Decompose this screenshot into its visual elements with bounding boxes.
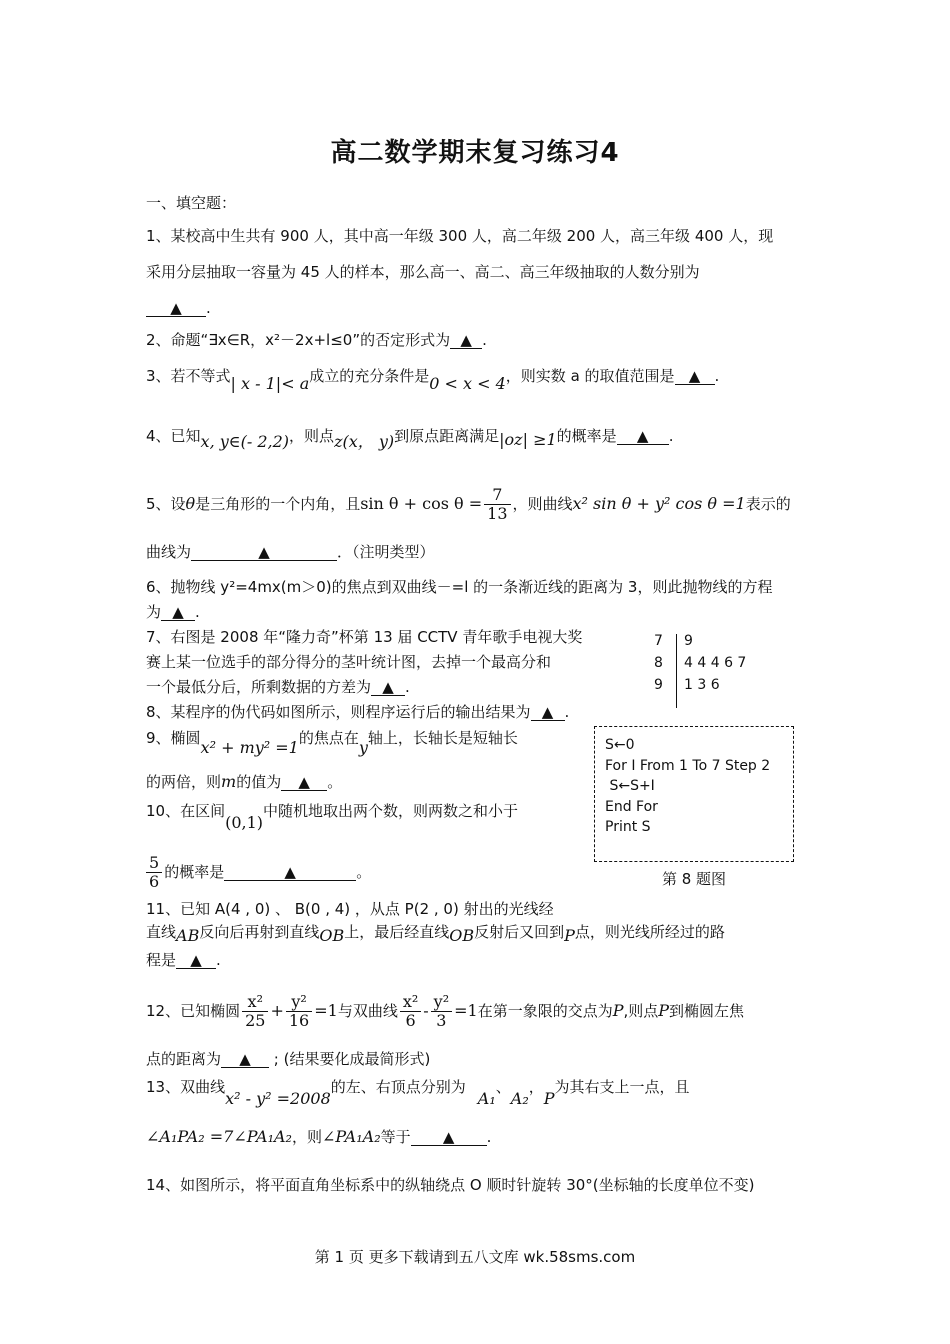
code-line: Print S [605,819,651,835]
question-8: 8、某程序的伪代码如图所示，则程序运行后的输出结果为 ▲ . [146,703,570,721]
question-12-line-1: 12、已知椭圆 $\frac{\text{x²}}{25}$ + $\frac{\text{y²}}{16}$ =1与双曲线 $\frac{\text{x²}}{6}$ - $\frac{\text{y²}}{3}$ =1在第一象限的交点为P,则点P到椭圆左焦 [146,992,745,1030]
answer-blank: ▲ [161,604,195,621]
answer-blank: ▲ [221,1051,269,1068]
question-5-line-1: 5、设θ是三角形的一个内角，且sin θ + cos θ = $\frac{7}{13}$ ，则曲线x² sin θ + y² cos θ =1表示的 [146,485,791,523]
stem-leaf-plot [654,630,746,696]
fraction-7-13: $\frac{7}{13}$ [484,486,510,523]
answer-blank: ▲ [675,368,715,385]
question-1-line-3: ▲ . [146,298,211,318]
question-3: 3、若不等式| x - 1|< a成立的充分条件是0 < x < 4，则实数 a 的取值范围是 ▲ . [146,367,720,393]
answer-blank: ▲ [450,332,482,349]
question-11-line-3: 程是 ▲ . [146,951,221,969]
question-11-line-2: 直线AB反向后再射到直线OB上，最后经直线OB反射后又回到P点，则光线所经过的路 [146,923,725,945]
code-line: End For [605,798,658,815]
page-footer: 第 1 页 更多下载请到五八文库 wk.58sms.com [314,1248,636,1266]
question-6-line-1: 6、抛物线 y²=4mx(m＞0)的焦点到双曲线－=l 的一条渐近线的距离为 3，则此抛物线的方程 [146,578,773,596]
question-13-line-2: ∠A₁PA₂ =7∠PA₁A₂，则∠PA₁A₂等于 ▲ . [146,1127,492,1146]
question-10-line-1: 10、在区间(0,1)中随机地取出两个数，则两数之和小于 [146,802,519,832]
answer-blank: ▲ [371,679,405,696]
question-7-line-2: 赛上某一位选手的部分得分的茎叶统计图，去掉一个最高分和 [146,653,552,671]
answer-blank: ▲ [411,1129,487,1146]
answer-blank: ▲ [617,428,669,445]
pseudo-code-box [594,726,794,862]
question-12-line-2: 点的距离为 ▲ ; (结果要化成最简形式) [146,1050,431,1068]
section-heading: 一、填空题： [146,194,237,212]
answer-blank: ▲ [191,544,337,561]
stem-divider [676,634,677,708]
question-9-line-1: 9、椭圆x² + my² =1的焦点在y轴上，长轴长是短轴长 [146,729,518,757]
question-7-line-1: 7、右图是 2008 年“隆力奇”杯第 13 届 CCTV 青年歌手电视大奖 [146,628,583,646]
answer-blank: ▲ [531,704,565,721]
question-13-line-1: 13、双曲线x² - y² =2008的左、右顶点分别为A₁、A₂，P为其右支上一点，且 [146,1078,690,1108]
answer-blank: ▲ [176,952,216,969]
page-title: 高二数学期末复习练习4 [330,138,620,168]
question-2: 2、命题“∃x∈R，x²－2x+l≤0”的否定形式为 ▲ . [146,331,487,349]
figure-caption: 第 8 题图 [661,870,727,888]
answer-blank: ▲ [224,864,356,881]
answer-blank: ▲ [281,774,327,791]
answer-blank: ▲ [146,300,206,317]
question-1-line-2: 采用分层抽取一容量为 45 人的样本，那么高一、高二、高三年级抽取的人数分别为 [146,263,700,281]
code-line: S←S+I [605,778,655,794]
question-14-line-1: 14、如图所示，将平面直角坐标系中的纵轴绕点 O 顺时针旋转 30°(坐标轴的长度单位不变) [146,1176,755,1194]
question-9-line-2: 的两倍，则m的值为 ▲ 。 [146,772,343,791]
stem-leaf-row: 7 9 [654,633,693,649]
question-1-line-1: 1、某校高中生共有 900 人，其中高一年级 300 人，高二年级 200 人，高三年级 400 人，现 [146,227,774,245]
question-7-line-3: 一个最低分后，所剩数据的方差为 ▲ . [146,678,410,696]
code-line: S←0 [605,737,635,753]
fraction-5-6: $\frac{5}{6}$ [146,854,162,891]
question-6-line-2: 为 ▲ . [146,603,200,621]
question-5-line-2: 曲线为 ▲ ．（注明类型） [146,543,435,561]
code-line: For I From 1 To 7 Step 2 [605,757,771,774]
question-4: 4、已知x, y∈(- 2,2)，则点z(x， y)到原点距离满足|oz| ≥1的概率是 ▲ . [146,427,674,451]
stem-leaf-row: 8 4 4 4 6 7 [654,655,747,671]
stem-leaf-row: 9 1 3 6 [654,677,720,693]
question-10-line-2: $\frac{5}{6}$ 的概率是 ▲ 。 [146,850,371,894]
question-11-line-1: 11、已知 A(4 , 0) 、 B(0 , 4) ，从点 P(2 , 0) 射出的光线经 [146,900,554,918]
